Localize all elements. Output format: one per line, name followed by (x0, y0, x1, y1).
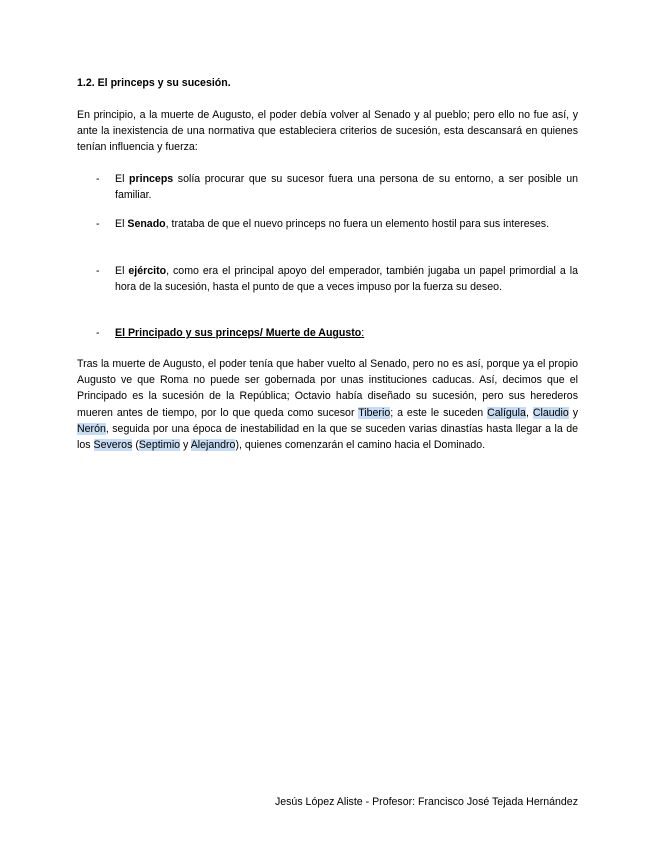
bullet-text: El ejército, como era el principal apoyo del emperador, también jugaba un papel primordial a la hora de la sucesión, hasta el punto de que a veces impuso por la fuerza su deseo. (115, 265, 578, 294)
highlight-tiberio: Tiberio (358, 406, 391, 419)
bullet-dash: - (96, 218, 100, 230)
bullet-text: El Senado, trataba de que el nuevo princeps no fuera un elemento hostil para sus intereses. (115, 218, 550, 230)
closing-paragraph: Tras la muerte de Augusto, el poder tenía que haber vuelto al Senado, pero no es así, porque ya el propio Augusto ve que Roma no puede ser gobernada por unas instituciones caducas. Así, decimos que el Principado es la sucesión de la República; Octavio había diseñado su sucesión, pero sus herederos mueren antes de tiempo, por lo que queda como sucesor Tiberio; a este le suceden Calígula, Claudio y Nerón, seguida por una época de inestabilidad en la que se suceden varias dinastías hasta llegar a la de los Severos (Septimio y Alejandro), quienes comenzarán el camino hacia el Dominado. (77, 358, 578, 452)
bold-term-ejercito: ejército (128, 265, 167, 277)
bullet-item-principado-subheading (96, 325, 578, 341)
bold-term-princeps: princeps (129, 173, 174, 185)
highlight-caligula: Calígula (487, 406, 526, 419)
highlight-severos: Severos (93, 439, 133, 452)
bullet-item-ejercito (96, 263, 578, 295)
bullet-text: El princeps solía procurar que su sucesor fuera una persona de su entorno, a ser posible un familiar. (115, 173, 578, 202)
bullet-item-senado (96, 216, 578, 232)
bullet-item-princeps (96, 171, 578, 203)
highlight-claudio: Claudio (532, 406, 569, 419)
document-page (77, 0, 578, 848)
section-heading: 1.2. El princeps y su sucesión. (77, 77, 231, 89)
highlight-septimio: Septimio (138, 439, 181, 452)
intro-paragraph: En principio, a la muerte de Augusto, el poder debía volver al Senado y al pueblo; pero ello no fue así, y ante la inexistencia de una normativa que estableciera criterios de sucesión, esta descansará en quienes tenían influencia y fuerza: (77, 109, 578, 154)
highlight-neron: Nerón (77, 422, 106, 435)
page-footer: Jesús López Aliste - Profesor: Francisco José Tejada Hernández (274, 796, 578, 808)
bold-term-senado: Senado (127, 218, 166, 230)
bullet-dash: - (96, 265, 100, 277)
subheading-principado: El Principado y sus princeps/ Muerte de Augusto: (115, 327, 365, 339)
bullet-dash: - (96, 327, 100, 339)
highlight-alejandro: Alejandro (190, 439, 236, 452)
bullet-dash: - (96, 173, 100, 185)
